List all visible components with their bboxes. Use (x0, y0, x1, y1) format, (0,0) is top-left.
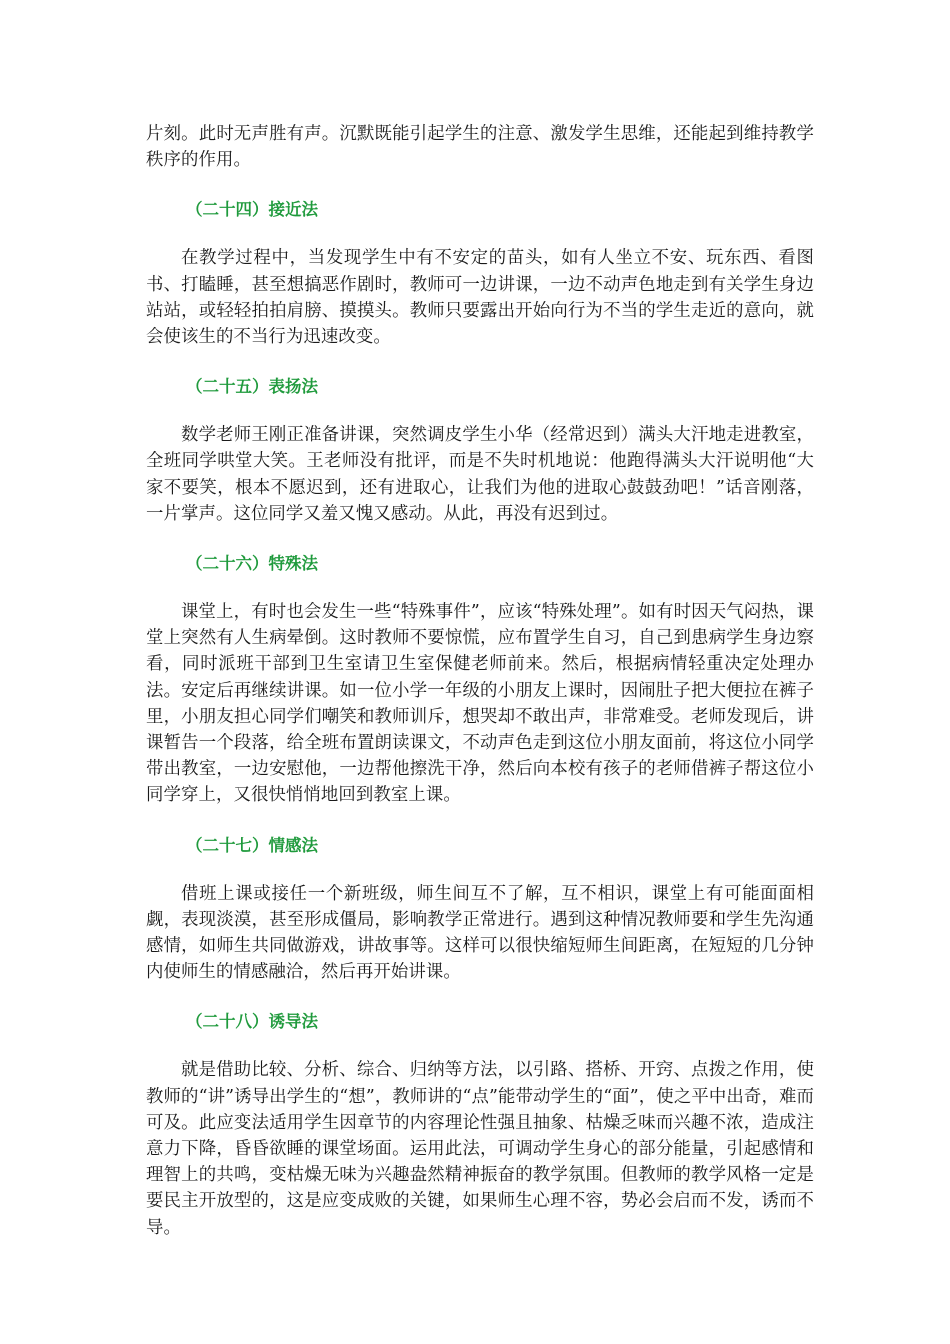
section-heading-25: （二十五）表扬法 (186, 377, 318, 397)
section-body-24: 在教学过程中，当发现学生中有不安定的苗头，如有人坐立不安、玩东西、看图书、打瞌睡，甚至想搞恶作剧时，教师可一边讲课，一边不动声色地走到有关学生身边站站，或轻轻拍拍肩膀、摸摸头。教师只要露出开始向行为不当的学生走近的意向，就会使该生的不当行为迅速改变。 (146, 248, 814, 348)
section-body-25: 数学老师王刚正准备讲课，突然调皮学生小华（经常迟到）满头大汗地走进教室，全班同学哄堂大笑。王老师没有批评，而是不失时机地说：他跑得满头大汗说明他“大家不要笑，根本不愿迟到，还有进取心，让我们为他的进取心鼓鼓劲吧！”话音刚落，一片掌声。这位同学又羞又愧又感动。从此，再没有迟到过。 (146, 425, 814, 524)
spacer (146, 400, 814, 422)
section-heading-27: （二十七）情感法 (186, 835, 318, 855)
document-page (146, 121, 814, 1241)
spacer (146, 577, 814, 599)
spacer (146, 527, 814, 551)
section-heading-24: （二十四）接近法 (186, 200, 318, 220)
section-body-27: 借班上课或接任一个新班级，师生间互不了解，互不相识，课堂上有可能面面相觑，表现淡漠，甚至形成僵局，影响教学正常进行。遇到这种情况教师要和学生先沟通感情，如师生共同做游戏，讲故事等。这样可以很快缩短师生间距离，在短短的几分钟内使师生的情感融洽，然后再开始讲课。 (146, 883, 814, 983)
spacer (146, 173, 814, 197)
section-body-28: 就是借助比较、分析、综合、归纳等方法，以引路、搭桥、开窍、点拨之作用，使教师的“讲”诱导出学生的“想”，教师讲的“点”能带动学生的“面”，使之平中出奇，难而可及。此应变法适用学生因章节的内容理论性强且抽象、枯燥乏味而兴趣不浓，造成注意力下降，昏昏欲睡的课堂场面。运用此法，可调动学生身心的部分能量，引起感情和理智上的共鸣，变枯燥无味为兴趣盎然精神振奋的教学氛围。但教师的教学风格一定是要民主开放型的，这是应变成败的关键，如果师生心理不容，势必会启而不发，诱而不导。 (146, 1060, 814, 1238)
spacer (146, 859, 814, 881)
section-heading-26: （二十六）特殊法 (186, 554, 318, 574)
intro-paragraph: 片刻。此时无声胜有声。沉默既能引起学生的注意、激发学生思维，还能起到维持教学秩序的作用。 (146, 124, 814, 171)
spacer (146, 985, 814, 1009)
spacer (146, 350, 814, 374)
section-heading-28: （二十八）诱导法 (186, 1012, 318, 1032)
section-body-26: 课堂上，有时也会发生一些“特殊事件”，应该“特殊处理”。如有时因天气闷热，课堂上突然有人生病晕倒。这时教师不要惊慌，应布置学生自习，自己到患病学生身边察看，同时派班干部到卫生室请卫生室保健老师前来。然后，根据病情轻重决定处理办法。安定后再继续讲课。如一位小学一年级的小朋友上课时，因闹肚子把大便拉在裤子里，小朋友担心同学们嘲笑和教师训斥，想哭却不敢出声，非常难受。老师发现后，讲课暂告一个段落，给全班布置朗读课文，不动声色走到这位小朋友面前，将这位小同学带出教室，一边安慰他，一边帮他擦洗干净，然后向本校有孩子的老师借裤子帮这位小同学穿上，又很快悄悄地回到教室上课。 (146, 602, 814, 806)
spacer (146, 809, 814, 833)
spacer (146, 223, 814, 245)
spacer (146, 1035, 814, 1057)
